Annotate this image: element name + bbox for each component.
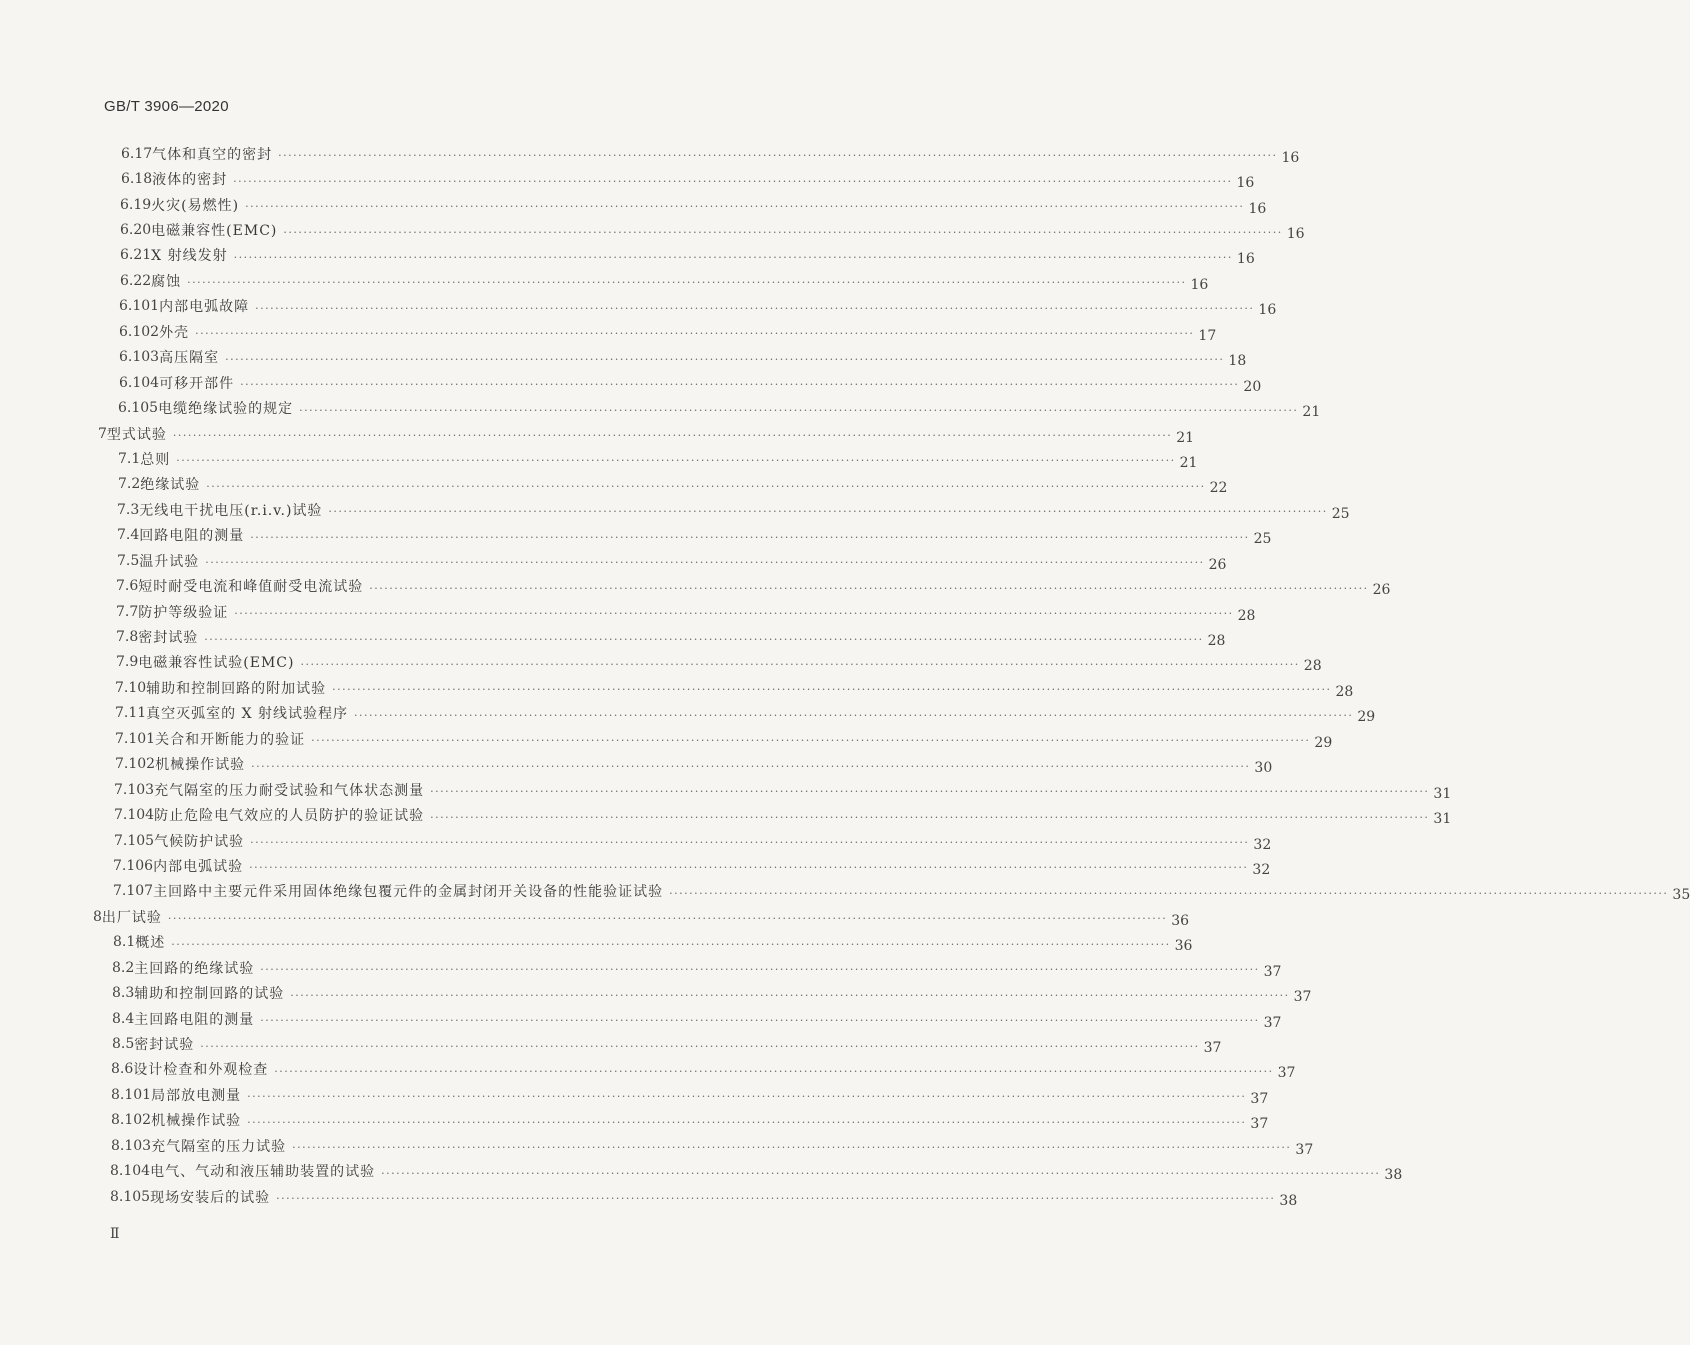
toc-entry-title: 温升试验 <box>139 553 200 570</box>
toc-leader-dots: ········································································································································································································ <box>233 250 1233 264</box>
toc-entry <box>0 1057 1296 1082</box>
toc-entry-page: 29 <box>1357 709 1376 726</box>
toc-leader-dots: ········································································································································································································ <box>250 836 1250 850</box>
toc-leader-dots: ········································································································································································································ <box>176 454 1176 468</box>
toc-leader-dots: ········································································································································································································ <box>171 937 1171 951</box>
toc-entry-title: 密封试验 <box>138 630 199 647</box>
toc-entry <box>0 548 1227 573</box>
toc-entry-title: 辅助和控制回路的试验 <box>134 986 285 1003</box>
toc-entry-page: 31 <box>1433 785 1452 802</box>
toc-entry-number: 7.105 <box>114 832 155 849</box>
toc-leader-dots: ········································································································································································································ <box>283 225 1283 239</box>
toc-entry-title: 可移开部件 <box>159 375 235 392</box>
toc-entry-page: 17 <box>1198 327 1217 344</box>
toc-entry <box>0 1108 1269 1133</box>
toc-entry <box>0 370 1262 395</box>
toc-entry-page: 21 <box>1302 404 1321 421</box>
toc-entry-number: 7.6 <box>116 578 139 595</box>
toc-entry-number: 7.102 <box>115 756 156 773</box>
toc-entry-page: 28 <box>1335 683 1354 700</box>
document-code-header: GB/T 3906—2020 <box>104 98 229 115</box>
toc-entry-page: 16 <box>1190 276 1209 293</box>
toc-leader-dots: ········································································································································································································ <box>299 403 1299 417</box>
toc-leader-dots: ········································································································································································································ <box>204 632 1204 646</box>
toc-entry-title: 真空灭弧室的 X 射线试验程序 <box>146 706 349 723</box>
toc-entry-title: 机械操作试验 <box>151 1113 242 1130</box>
toc-entry <box>0 1031 1222 1057</box>
toc-entry <box>0 599 1256 624</box>
toc-entry-title: 火灾(易燃性) <box>151 197 240 214</box>
toc-leader-dots: ········································································································································································································ <box>249 861 1249 875</box>
toc-entry-title: 辅助和控制回路的附加试验 <box>146 680 327 697</box>
toc-entry-title: 局部放电测量 <box>151 1087 242 1104</box>
toc-entry-number: 6.19 <box>120 196 152 213</box>
toc-entry-page: 32 <box>1252 861 1271 878</box>
toc-entry-title: 主回路中主要元件采用固体绝缘包覆元件的金属封闭开关设备的性能验证试验 <box>153 884 664 901</box>
toc-entry-page: 25 <box>1331 505 1350 522</box>
toc-entry <box>0 650 1322 675</box>
toc-leader-dots: ········································································································································································································ <box>311 734 1311 748</box>
toc-entry-number: 8.104 <box>110 1163 151 1180</box>
page-number-footer: Ⅱ <box>110 1226 120 1242</box>
toc-entry-number: 7.107 <box>113 883 154 900</box>
toc-entry-number: 7 <box>98 425 107 442</box>
toc-entry <box>0 701 1376 726</box>
toc-leader-dots: ········································································································································································································ <box>430 810 1430 824</box>
toc-entry <box>0 802 1452 828</box>
toc-entry <box>0 192 1267 217</box>
toc-entry-title: 电缆绝缘试验的规定 <box>158 401 294 418</box>
toc-entry-number: 7.11 <box>115 705 147 722</box>
toc-entry-title: 绝缘试验 <box>140 477 201 494</box>
toc-entry-page: 37 <box>1250 1090 1269 1107</box>
toc-leader-dots: ········································································································································································································ <box>240 378 1240 392</box>
toc-entry <box>0 573 1391 599</box>
toc-entry-title: 防护等级验证 <box>138 604 229 621</box>
toc-entry-number: 7.3 <box>117 501 140 518</box>
toc-entry <box>0 497 1350 522</box>
toc-entry-number: 8.102 <box>111 1112 152 1129</box>
toc-entry-page: 37 <box>1293 989 1312 1006</box>
toc-leader-dots: ········································································································································································································ <box>669 886 1669 900</box>
toc-entry-page: 16 <box>1258 302 1277 319</box>
toc-entry-number: 6.18 <box>121 171 153 188</box>
toc-entry-number: 7.10 <box>115 679 147 696</box>
toc-leader-dots: ········································································································································································································ <box>328 505 1328 519</box>
toc-entry-page: 35 <box>1672 887 1690 904</box>
toc-entry-page: 29 <box>1314 734 1333 751</box>
toc-leader-dots: ········································································································································································································ <box>225 352 1225 366</box>
toc-leader-dots: ········································································································································································································ <box>195 327 1195 341</box>
toc-leader-dots: ········································································································································································································ <box>332 683 1332 697</box>
toc-entry-page: 25 <box>1253 531 1272 548</box>
toc-leader-dots: ········································································································································································································ <box>292 1141 1292 1155</box>
toc-entry-page: 36 <box>1171 912 1190 929</box>
toc-entry-number: 8.4 <box>112 1010 135 1027</box>
toc-entry-page: 37 <box>1203 1040 1222 1057</box>
toc-entry <box>0 446 1198 471</box>
toc-leader-dots: ········································································································································································································ <box>260 1014 1260 1028</box>
toc-entry-number: 8.3 <box>112 985 135 1002</box>
toc-entry-title: 短时耐受电流和峰值耐受电流试验 <box>138 579 364 596</box>
toc-entry-page: 32 <box>1253 836 1272 853</box>
toc-entry-number: 6.101 <box>119 298 160 315</box>
toc-entry-number: 8.2 <box>112 959 135 976</box>
toc-entry-number: 7.7 <box>116 603 139 620</box>
toc-entry-page: 16 <box>1286 226 1305 243</box>
toc-leader-dots: ········································································································································································································ <box>233 174 1233 188</box>
toc-leader-dots: ········································································································································································································ <box>206 479 1206 493</box>
toc-entry-title: 出厂试验 <box>101 909 162 926</box>
toc-entry-title: 腐蚀 <box>151 273 182 290</box>
toc-entry-title: 外壳 <box>159 324 190 341</box>
toc-entry-page: 16 <box>1236 251 1255 268</box>
toc-entry <box>0 904 1190 929</box>
toc-entry <box>0 268 1209 293</box>
toc-entry-title: 电磁兼容性(EMC) <box>151 223 278 240</box>
toc-entry <box>0 930 1193 955</box>
toc-entry <box>0 421 1195 446</box>
toc-entry-title: 内部电弧故障 <box>159 299 250 316</box>
toc-leader-dots: ········································································································································································································ <box>300 657 1300 671</box>
toc-entry-page: 36 <box>1174 938 1193 955</box>
toc-entry <box>0 1006 1282 1031</box>
toc-leader-dots: ········································································································································································································ <box>200 1039 1200 1053</box>
toc-entry-page: 28 <box>1237 607 1256 624</box>
toc-entry <box>0 294 1277 319</box>
table-of-contents <box>0 141 1690 1209</box>
toc-entry-number: 7.106 <box>113 857 154 874</box>
toc-entry-page: 37 <box>1250 1116 1269 1133</box>
toc-leader-dots: ········································································································································································································ <box>172 429 1173 443</box>
toc-entry-number: 7.9 <box>116 654 139 671</box>
toc-entry-page: 22 <box>1209 480 1228 497</box>
toc-entry-page: 37 <box>1295 1141 1314 1158</box>
toc-entry-page: 26 <box>1372 582 1391 599</box>
toc-entry <box>0 166 1255 192</box>
toc-entry-page: 18 <box>1228 353 1247 370</box>
toc-entry <box>0 345 1247 370</box>
toc-entry-number: 8.6 <box>111 1061 134 1078</box>
toc-leader-dots: ········································································································································································································ <box>247 1115 1247 1129</box>
toc-entry-title: 无线电干扰电压(r.i.v.)试验 <box>139 502 323 519</box>
toc-entry <box>0 624 1226 650</box>
toc-entry-page: 30 <box>1254 760 1273 777</box>
toc-entry <box>0 675 1354 700</box>
toc-entry <box>0 980 1312 1006</box>
toc-entry-page: 16 <box>1281 149 1300 166</box>
toc-entry-page: 37 <box>1263 1014 1282 1031</box>
toc-entry-number: 7.4 <box>117 527 140 544</box>
toc-entry-number: 8.105 <box>110 1188 151 1205</box>
toc-entry <box>0 1082 1269 1107</box>
toc-leader-dots: ········································································································································································································ <box>290 988 1290 1002</box>
toc-entry-number: 6.103 <box>119 349 160 366</box>
toc-entry <box>0 726 1333 751</box>
toc-leader-dots: ········································································································································································································ <box>278 149 1278 163</box>
toc-entry-number: 8.1 <box>113 934 136 951</box>
toc-entry-number: 7.2 <box>118 476 141 493</box>
toc-entry-number: 6.105 <box>118 400 159 417</box>
toc-leader-dots: ········································································································································································································ <box>430 785 1430 799</box>
toc-entry-number: 8.101 <box>111 1086 152 1103</box>
toc-entry-title: 主回路的绝缘试验 <box>134 960 255 977</box>
toc-entry-number: 6.17 <box>121 145 153 162</box>
toc-entry <box>0 1184 1298 1209</box>
toc-entry-number: 6.20 <box>120 222 152 239</box>
toc-entry-title: 关合和开断能力的验证 <box>155 731 306 748</box>
toc-entry-number: 6.21 <box>120 247 152 264</box>
toc-entry-title: 概述 <box>135 935 166 952</box>
toc-entry <box>0 395 1321 421</box>
toc-entry-title: 型式试验 <box>106 426 167 443</box>
toc-entry-title: 充气隔室的压力试验 <box>151 1138 287 1155</box>
toc-leader-dots: ········································································································································································································ <box>369 581 1369 595</box>
toc-entry-title: 充气隔室的压力耐受试验和气体状态测量 <box>154 782 425 799</box>
toc-entry <box>0 243 1255 268</box>
toc-entry <box>0 955 1282 980</box>
toc-entry-title: 主回路电阻的测量 <box>134 1011 255 1028</box>
toc-leader-dots: ········································································································································································································ <box>187 276 1187 290</box>
toc-leader-dots: ········································································································································································································ <box>247 1090 1247 1104</box>
toc-entry-title: 高压隔室 <box>159 350 220 367</box>
toc-entry-number: 7.101 <box>115 730 156 747</box>
toc-entry-number: 7.8 <box>116 629 139 646</box>
toc-leader-dots: ········································································································································································································ <box>245 200 1245 214</box>
toc-entry <box>0 752 1273 777</box>
toc-entry-title: 内部电弧试验 <box>153 858 244 875</box>
toc-entry-page: 21 <box>1179 454 1198 471</box>
toc-entry <box>0 523 1272 548</box>
toc-leader-dots: ········································································································································································································ <box>250 530 1250 544</box>
toc-entry-page: 37 <box>1263 963 1282 980</box>
toc-leader-dots: ········································································································································································································ <box>234 607 1234 621</box>
toc-entry-title: 设计检查和外观检查 <box>133 1062 269 1079</box>
toc-leader-dots: ········································································································································································································ <box>276 1192 1276 1206</box>
toc-entry-page: 31 <box>1433 811 1452 828</box>
toc-entry-page: 21 <box>1176 429 1195 446</box>
toc-entry-page: 16 <box>1248 200 1267 217</box>
toc-entry <box>0 217 1305 243</box>
toc-leader-dots: ········································································································································································································ <box>255 301 1255 315</box>
toc-entry-number: 7.1 <box>118 450 141 467</box>
toc-entry-title: 气体和真空的密封 <box>152 146 273 163</box>
toc-entry <box>0 879 1690 904</box>
toc-entry-number: 7.5 <box>117 552 140 569</box>
toc-entry-title: 防止危险电气效应的人员防护的验证试验 <box>154 808 425 825</box>
toc-entry-page: 28 <box>1303 658 1322 675</box>
toc-entry-title: 密封试验 <box>134 1037 195 1054</box>
toc-entry <box>0 141 1300 166</box>
toc-leader-dots: ········································································································································································································ <box>251 759 1251 773</box>
toc-entry-title: X 射线发射 <box>151 248 228 265</box>
toc-leader-dots: ········································································································································································································ <box>167 912 1168 926</box>
toc-entry-page: 16 <box>1236 175 1255 192</box>
toc-entry-number: 6.104 <box>119 374 160 391</box>
toc-entry <box>0 1159 1403 1184</box>
toc-entry-page: 37 <box>1277 1065 1296 1082</box>
toc-entry-page: 20 <box>1243 378 1262 395</box>
toc-leader-dots: ········································································································································································································ <box>260 963 1260 977</box>
toc-leader-dots: ········································································································································································································ <box>381 1166 1381 1180</box>
toc-entry-number: 8 <box>93 908 102 925</box>
toc-entry-title: 电气、气动和液压辅助装置的试验 <box>150 1164 376 1181</box>
toc-entry-number: 6.102 <box>119 323 160 340</box>
toc-entry <box>0 828 1272 853</box>
toc-entry-title: 电磁兼容性试验(EMC) <box>138 655 295 672</box>
toc-entry-title: 气候防护试验 <box>154 833 245 850</box>
toc-entry-title: 液体的密封 <box>152 172 228 189</box>
toc-entry-title: 回路电阻的测量 <box>139 528 245 545</box>
toc-entry-number: 7.103 <box>114 781 155 798</box>
toc-entry-title: 总则 <box>140 451 171 468</box>
toc-entry-page: 26 <box>1208 556 1227 573</box>
toc-entry-page: 28 <box>1207 633 1226 650</box>
toc-entry-number: 8.103 <box>111 1137 152 1154</box>
toc-entry <box>0 853 1271 878</box>
toc-entry-number: 6.22 <box>120 272 152 289</box>
toc-entry-title: 现场安装后的试验 <box>150 1189 271 1206</box>
toc-entry-page: 38 <box>1279 1192 1298 1209</box>
toc-leader-dots: ········································································································································································································ <box>205 556 1205 570</box>
toc-leader-dots: ········································································································································································································ <box>354 708 1354 722</box>
toc-entry <box>0 319 1217 344</box>
toc-entry-number: 7.104 <box>114 807 155 824</box>
toc-entry <box>0 472 1228 497</box>
toc-entry-page: 38 <box>1384 1167 1403 1184</box>
toc-leader-dots: ········································································································································································································ <box>274 1064 1274 1078</box>
toc-entry <box>0 1133 1314 1158</box>
toc-entry-title: 机械操作试验 <box>155 757 246 774</box>
toc-entry-number: 8.5 <box>112 1036 135 1053</box>
toc-entry <box>0 777 1452 802</box>
